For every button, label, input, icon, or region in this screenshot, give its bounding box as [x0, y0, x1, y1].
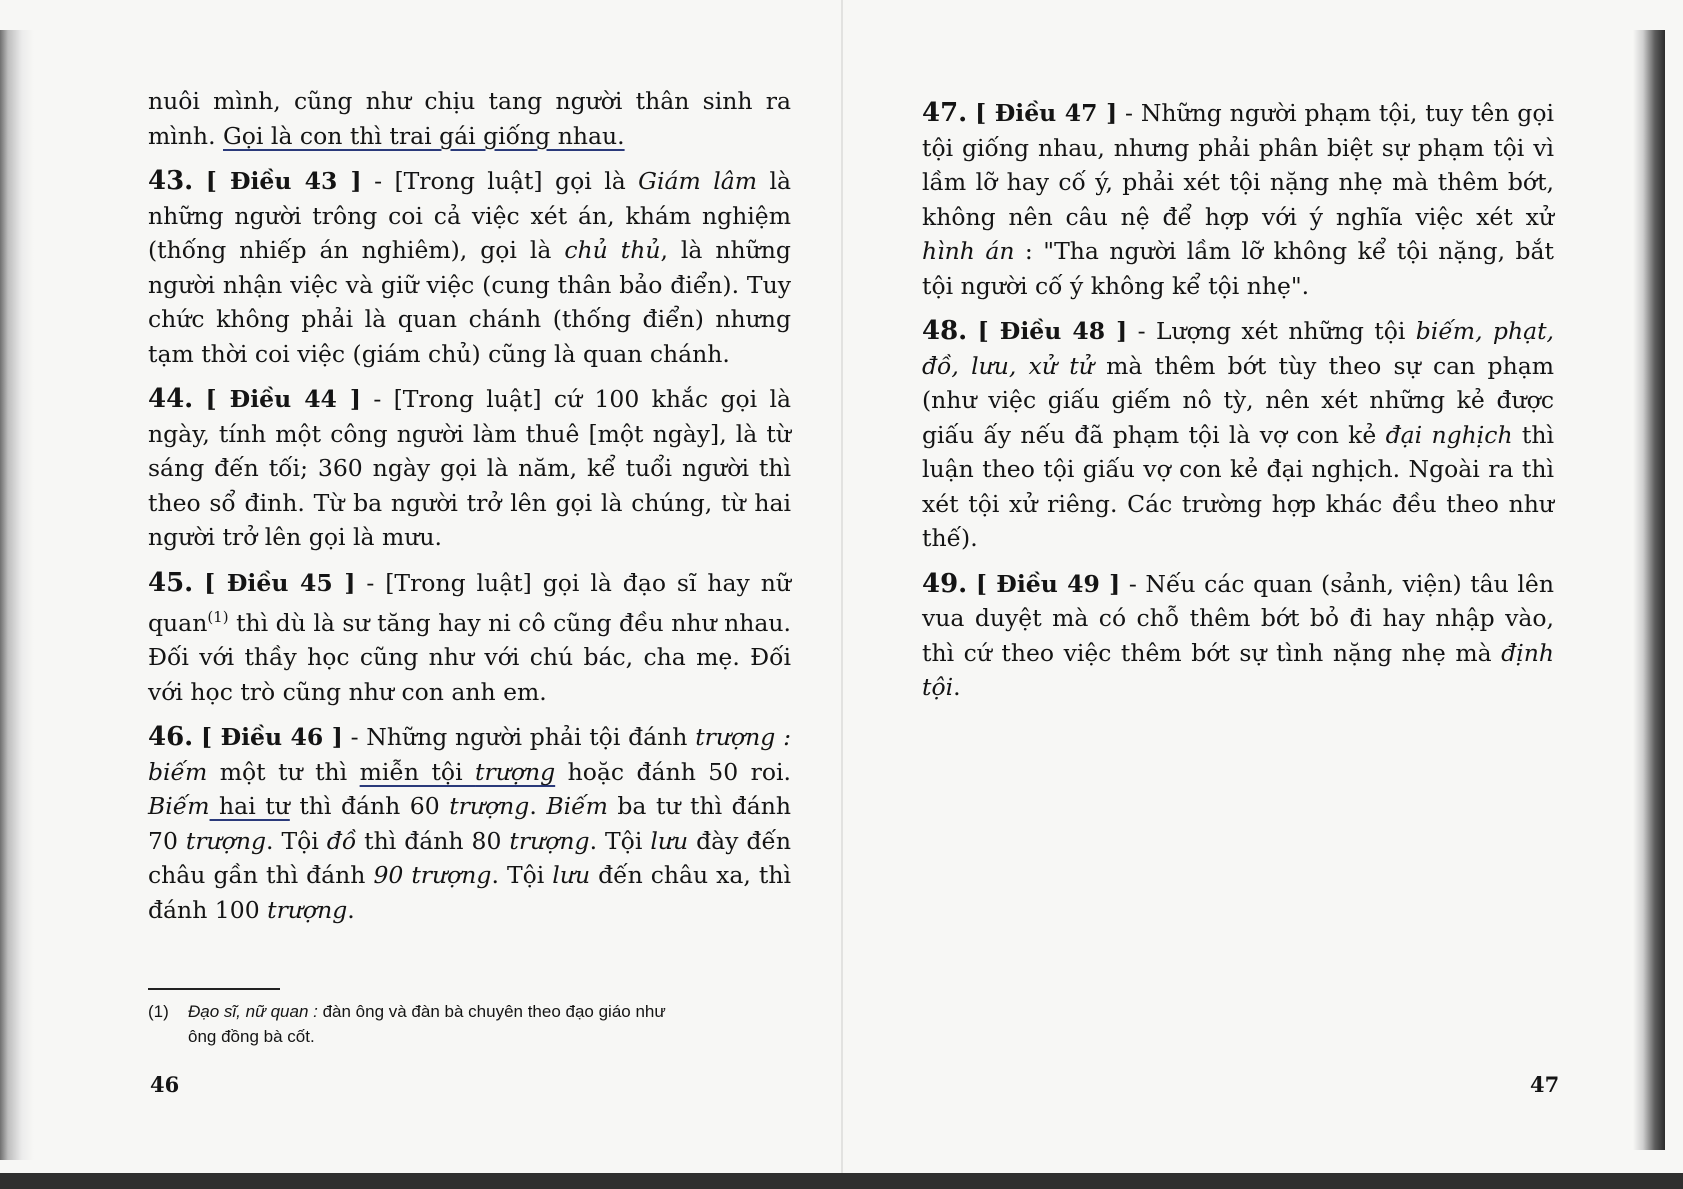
article-text: ba tư thì đánh 70 [148, 792, 791, 855]
article-italic: trượng [509, 826, 590, 855]
page-shadow-left [0, 30, 34, 1160]
article-text: đến châu xa, thì đánh 100 [148, 861, 791, 924]
article-italic: chủ thủ [564, 236, 661, 264]
page-number-left: 46 [150, 1072, 180, 1097]
page-number-right: 47 [1530, 1072, 1560, 1097]
article-italic: 90 trượng [373, 861, 492, 890]
article-text: đày đến châu gần thì đánh [148, 826, 792, 890]
article-text: thì đánh 80 [356, 826, 510, 855]
article-number: 43. [148, 166, 194, 196]
article-italic: đại nghịch [1385, 420, 1513, 449]
article-italic: trượng [185, 826, 267, 855]
article-text: hoặc đánh 50 roi. [555, 757, 791, 786]
footnote-text: đàn ông và đàn bà chuyên theo đạo giáo như [317, 1002, 666, 1021]
article-text: một tư thì [207, 757, 360, 786]
article-italic: biếm, phạt, đồ, lưu, xử tử [922, 317, 1555, 380]
right-text-column [922, 96, 1554, 716]
article-italic: lưu [650, 826, 689, 855]
footnote-reference: (1) [207, 608, 229, 626]
article-heading: [ Điều 44 ] [205, 385, 362, 413]
article-number: 47. [922, 98, 968, 128]
article-text: . [529, 792, 547, 821]
article-heading: [ Điều 43 ] [205, 167, 362, 195]
underlined-text: miễn tội [359, 757, 476, 786]
intro-text: nuôi mình, cũng như chịu tang người thân sinh ra mình. [148, 87, 791, 150]
intro-paragraph [148, 84, 791, 153]
article-text: . [347, 895, 355, 924]
article-number: 48. [922, 316, 968, 346]
article-italic: trượng [267, 895, 348, 924]
article-number: 46. [148, 722, 194, 753]
article-italic: lưu [552, 861, 591, 890]
article-text: : "Tha người lầm lỡ không kể tội nặng, bắt tội người cố ý không kể tội nhẹ". [922, 237, 1554, 300]
underlined-italic: trượng [475, 757, 556, 786]
article-44 [148, 382, 791, 555]
article-italic: Giám lâm [638, 167, 758, 195]
article-italic: định tội [922, 638, 1554, 701]
article-text: , là những người nhận việc và giữ việc (cung thân bảo điển). Tuy chức không phải là quan chánh (thống điển) nhưng tạm thời coi việc (giám chủ) cũng là quan chánh. [148, 236, 791, 368]
article-heading: [ Điều 45 ] [204, 568, 356, 597]
article-45 [148, 566, 791, 710]
article-text: . Tội [589, 826, 651, 855]
article-text: . Tội [491, 861, 553, 890]
article-text: - [Trong luật] gọi là [361, 167, 639, 195]
footnote-rule [148, 988, 280, 990]
article-43 [148, 164, 791, 371]
left-text-column [148, 84, 791, 938]
article-text: . Tội [266, 826, 327, 855]
article-italic: Biếm [546, 792, 608, 821]
article-49 [922, 567, 1554, 705]
footnote [148, 999, 798, 1049]
scan-bottom-edge [0, 1173, 1683, 1189]
article-text: là những người trông coi cả việc xét án, khám nghiệm (thống nhiếp án nghiêm), gọi là [148, 167, 791, 264]
article-italic: đồ [326, 826, 357, 855]
article-italic: trượng : biếm [148, 723, 791, 786]
article-heading: [ Điều 47 ] [975, 99, 1118, 127]
footnote-mark: (1) [148, 1002, 169, 1021]
article-48 [922, 314, 1554, 556]
article-italic: trượng [449, 792, 530, 821]
article-number: 49. [922, 568, 968, 599]
article-italic: Biếm [148, 792, 210, 821]
article-text: mà thêm bớt tùy theo sự can phạm (như việc giấu giếm nô tỳ, nên xét những kẻ được giấu ấy nếu đã phạm tội là vợ con kẻ [922, 351, 1554, 449]
article-text: - [Trong luật] gọi là đạo sĩ hay nữ quan [148, 568, 791, 637]
article-text: thì dù là sư tăng hay ni cô cũng đều như nhau. Đối với thầy học cũng như với chú bác, cha mẹ. Đối với học trò cũng như con anh em. [148, 608, 791, 706]
book-fold [841, 0, 843, 1189]
article-heading: [ Điều 48 ] [977, 317, 1128, 345]
page-shadow-right [1633, 30, 1665, 1150]
article-47 [922, 96, 1554, 303]
article-heading: [ Điều 49 ] [975, 569, 1121, 598]
article-text: - Những người phải tội đánh [342, 723, 696, 752]
article-text: . [953, 673, 961, 701]
article-italic: hình án [922, 237, 1015, 265]
intro-underlined-text: Gọi là con thì trai gái giống nhau. [223, 121, 625, 150]
article-text: thì đánh 60 [289, 792, 450, 821]
article-text: thì luận theo tội giấu vợ con kẻ đại nghịch. Ngoài ra thì xét tội xử riêng. Các trường hợp khác đều theo như thế). [922, 420, 1554, 552]
article-number: 45. [148, 567, 194, 598]
article-text: - [Trong luật] cứ 100 khắc gọi là ngày, tính một công người làm thuê [một ngày], là từ sáng đến tối; 360 ngày gọi là năm, kể tuổi người thì theo sổ đinh. Từ ba người trở lên gọi là chúng, từ hai người trở lên gọi là mưu. [148, 385, 791, 551]
article-text: - Nếu các quan (sảnh, viện) tâu lên vua duyệt mà có chỗ thêm bớt bỏ đi hay nhập vào, thì cứ theo việc thêm bớt sự tình nặng nhẹ mà [922, 569, 1554, 667]
article-number: 44. [148, 384, 194, 414]
footnote-term: Đạo sĩ, nữ quan : [188, 1002, 318, 1021]
footnote-continuation: ông đồng bà cốt. [188, 1027, 315, 1046]
article-text: - Những người phạm tội, tuy tên gọi tội giống nhau, nhưng phải phân biệt sự phạm tội vì lầm lỡ hay cố ý, phải xét tội nặng nhẹ mà thêm bớt, không nên câu nệ để hợp với ý nghĩa việc xét xử [922, 99, 1554, 231]
article-heading: [ Điều 46 ] [201, 723, 343, 752]
underlined-text: hai tư [209, 792, 290, 821]
article-text: - Lượng xét những tội [1127, 317, 1416, 345]
article-46 [148, 720, 791, 927]
